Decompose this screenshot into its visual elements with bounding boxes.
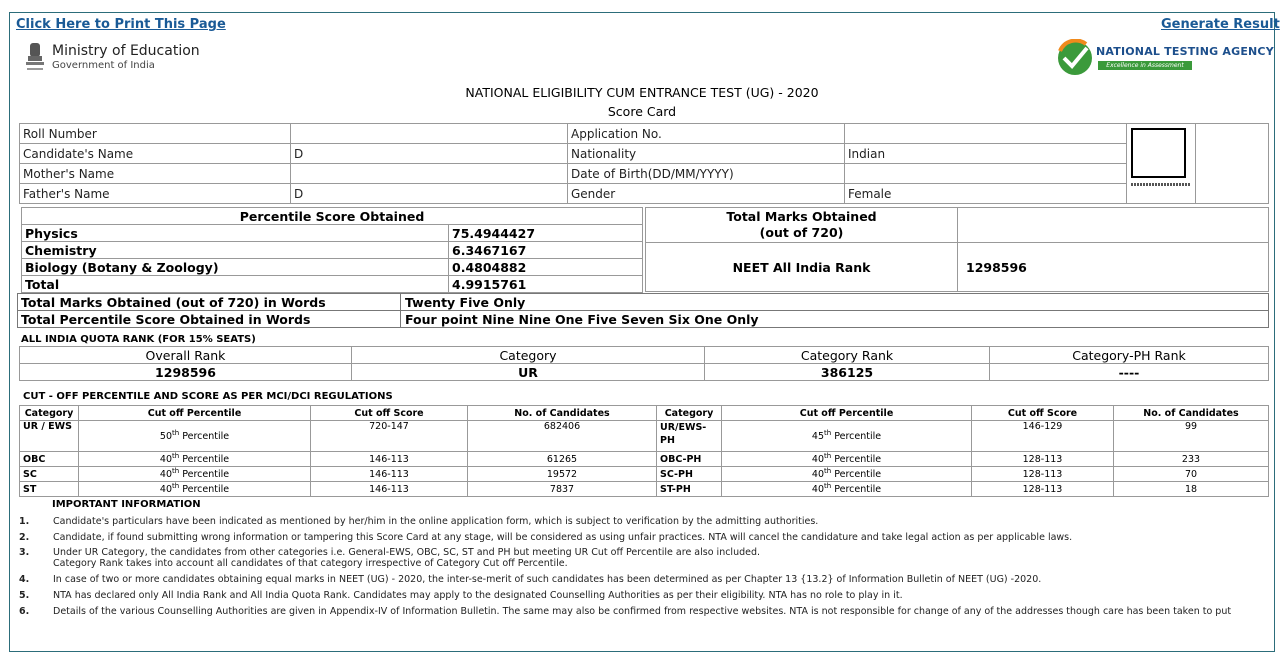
cutoff-percentile-ph xyxy=(722,452,972,467)
cutoff-category-ph: ST-PH xyxy=(657,482,722,497)
print-link[interactable]: Click Here to Print This Page xyxy=(16,17,226,32)
aiq-value: 1298596 xyxy=(20,364,352,381)
subject-value: 75.4944427 xyxy=(449,225,643,242)
cutoff-category-ph: SC-PH xyxy=(657,467,722,482)
cutoff-header: Cut off Score xyxy=(311,406,468,421)
subject-row xyxy=(22,242,643,259)
subject-row xyxy=(22,276,643,293)
pct-num: 40 xyxy=(159,469,172,481)
nationality-value: Indian xyxy=(845,144,1127,164)
subject-name: Biology (Botany & Zoology) xyxy=(22,259,449,276)
cutoff-category: OBC xyxy=(20,452,79,467)
info-text: Candidate, if found submitting wrong information or tampering this Score Card at any stage, will be considered as using unfair practices. NTA will cancel the candidature and take legal action as per applicable laws. xyxy=(53,532,1073,543)
subject-value: 0.4804882 xyxy=(449,259,643,276)
name-value: D xyxy=(291,144,568,164)
info-text: NTA has declared only All India Rank and All India Quota Rank. Candidates may apply to the designated Counselling Authorities as per their eligibility. NTA has no role to play in it. xyxy=(53,590,903,601)
pct-suffix: th xyxy=(824,467,832,476)
nta-tagline: Excellence in Assessment xyxy=(1098,61,1192,70)
rank-label: NEET All India Rank xyxy=(646,243,958,292)
cutoff-header: Cut off Percentile xyxy=(79,406,311,421)
total-marks-label: Total Marks Obtained xyxy=(726,209,877,224)
aiq-value: 386125 xyxy=(705,364,990,381)
mother-value xyxy=(291,164,568,184)
pct-suffix: th xyxy=(824,452,832,461)
info-num: 4. xyxy=(19,574,30,585)
pct-word: Percentile xyxy=(182,454,230,466)
aiq-header: Category Rank xyxy=(705,347,990,364)
photo-cell xyxy=(1127,124,1196,204)
father-value: D xyxy=(291,184,568,204)
cutoff-header: Category xyxy=(657,406,722,421)
pct-num: 40 xyxy=(159,454,172,466)
pct-suffix: th xyxy=(172,482,180,491)
pct-num: 40 xyxy=(811,454,824,466)
pct-word: Percentile xyxy=(834,469,882,481)
marks-rank-table xyxy=(645,207,1269,292)
nta-title: NATIONAL TESTING AGENCY xyxy=(1096,45,1274,58)
info-num: 1. xyxy=(19,516,30,527)
pct-num: 50 xyxy=(159,431,172,443)
cutoff-header: No. of Candidates xyxy=(1114,406,1269,421)
emblem-icon xyxy=(25,41,45,75)
cutoff-percentile xyxy=(79,467,311,482)
cutoff-score-ph: 128-113 xyxy=(972,482,1114,497)
aiq-header: Overall Rank xyxy=(20,347,352,364)
nationality-label: Nationality xyxy=(568,144,845,164)
mother-label: Mother's Name xyxy=(20,164,291,184)
aiq-value: ---- xyxy=(990,364,1269,381)
aiq-title: ALL INDIA QUOTA RANK (FOR 15% SEATS) xyxy=(21,334,256,345)
cutoff-category: ST xyxy=(20,482,79,497)
cutoff-score: 146-113 xyxy=(311,482,468,497)
pct-num: 40 xyxy=(811,469,824,481)
pct-suffix: th xyxy=(824,482,832,491)
cutoff-percentile-ph xyxy=(722,421,972,452)
application-value xyxy=(845,124,1127,144)
percentile-table xyxy=(21,207,643,293)
cutoff-percentile xyxy=(79,452,311,467)
ministry-logo xyxy=(22,40,222,80)
cutoff-header: Category xyxy=(20,406,79,421)
cutoff-count: 19572 xyxy=(468,467,657,482)
cutoff-score-ph: 128-113 xyxy=(972,467,1114,482)
photo-blank xyxy=(1196,124,1269,204)
cutoff-category-ph: UR/EWS-PH xyxy=(657,421,722,452)
cutoff-header: No. of Candidates xyxy=(468,406,657,421)
marks-words-value: Twenty Five Only xyxy=(401,294,1269,311)
subject-name: Total xyxy=(22,276,449,293)
exam-title: NATIONAL ELIGIBILITY CUM ENTRANCE TEST (UG) - 2020 xyxy=(465,85,819,100)
percentile-words-label: Total Percentile Score Obtained in Words xyxy=(18,311,401,328)
cutoff-row xyxy=(20,482,1269,497)
info-num: 5. xyxy=(19,590,30,601)
words-table xyxy=(17,293,1269,328)
dob-label: Date of Birth(DD/MM/YYYY) xyxy=(568,164,845,184)
dob-value xyxy=(845,164,1127,184)
pct-word: Percentile xyxy=(834,431,882,443)
pct-suffix: th xyxy=(172,429,180,438)
cutoff-row xyxy=(20,421,1269,452)
pct-num: 40 xyxy=(159,484,172,496)
subject-value: 6.3467167 xyxy=(449,242,643,259)
father-label: Father's Name xyxy=(20,184,291,204)
cutoff-percentile-ph xyxy=(722,467,972,482)
pct-word: Percentile xyxy=(834,454,882,466)
important-info-title: IMPORTANT INFORMATION xyxy=(52,499,201,510)
nta-check-icon xyxy=(1056,39,1094,77)
cutoff-row xyxy=(20,452,1269,467)
total-marks-sub: (out of 720) xyxy=(759,225,844,240)
pct-suffix: th xyxy=(172,467,180,476)
roll-label: Roll Number xyxy=(20,124,291,144)
info-text: Candidate's particulars have been indicated as mentioned by her/him in the online application form, which is subject to verification by the admitting authorities. xyxy=(53,516,819,527)
cutoff-category: SC xyxy=(20,467,79,482)
cutoff-table xyxy=(19,405,1269,497)
subject-name: Physics xyxy=(22,225,449,242)
cutoff-count: 7837 xyxy=(468,482,657,497)
subject-name: Chemistry xyxy=(22,242,449,259)
cutoff-header: Cut off Score xyxy=(972,406,1114,421)
aiq-header: Category xyxy=(352,347,705,364)
nta-logo xyxy=(1056,39,1274,79)
info-num: 2. xyxy=(19,532,30,543)
cutoff-category-ph: OBC-PH xyxy=(657,452,722,467)
total-marks-cell xyxy=(646,208,958,243)
cutoff-category: UR / EWS xyxy=(20,421,79,452)
info-text: In case of two or more candidates obtaining equal marks in NEET (UG) - 2020, the inter-se-merit of such candidates has been determined as per Chapter 13 {13.2} of Information Bulletin of NEET (UG) -2020. xyxy=(53,574,1042,585)
pct-suffix: th xyxy=(824,429,832,438)
candidate-photo xyxy=(1131,128,1186,178)
cutoff-title: CUT - OFF PERCENTILE AND SCORE AS PER MCI/DCI REGULATIONS xyxy=(23,391,393,402)
pct-word: Percentile xyxy=(182,484,230,496)
info-num: 3. xyxy=(19,547,30,558)
gender-label: Gender xyxy=(568,184,845,204)
cutoff-count-ph: 70 xyxy=(1114,467,1269,482)
info-text: Under UR Category, the candidates from other categories i.e. General-EWS, OBC, SC, ST and PH but meeting UR Cut off Percentile are also included. xyxy=(53,547,761,558)
pct-num: 40 xyxy=(811,484,824,496)
pct-suffix: th xyxy=(172,452,180,461)
cutoff-count: 682406 xyxy=(468,421,657,452)
cutoff-percentile xyxy=(79,482,311,497)
cutoff-percentile-ph xyxy=(722,482,972,497)
cutoff-score: 146-113 xyxy=(311,467,468,482)
pct-word: Percentile xyxy=(182,469,230,481)
percentile-header: Percentile Score Obtained xyxy=(22,208,643,225)
subject-row xyxy=(22,259,643,276)
cutoff-row xyxy=(20,467,1269,482)
subject-row xyxy=(22,225,643,242)
ministry-title: Ministry of Education xyxy=(52,43,200,59)
roll-value xyxy=(291,124,568,144)
total-marks-value xyxy=(958,208,1269,243)
info-num: 6. xyxy=(19,606,30,617)
info-text: Details of the various Counselling Authorities are given in Appendix-IV of Information Bulletin. The same may also be confirmed from respective websites. NTA is not responsible for change of any of the addresses though care has been taken to put xyxy=(53,606,1232,617)
cutoff-score-ph: 146-129 xyxy=(972,421,1114,452)
cutoff-count-ph: 99 xyxy=(1114,421,1269,452)
rank-value: 1298596 xyxy=(958,243,1269,292)
cutoff-count: 61265 xyxy=(468,452,657,467)
info-text: Category Rank takes into account all candidates of that category irrespective of Category Cut off Percentile. xyxy=(53,558,568,569)
cutoff-score-ph: 128-113 xyxy=(972,452,1114,467)
pct-word: Percentile xyxy=(834,484,882,496)
aiq-header: Category-PH Rank xyxy=(990,347,1269,364)
cutoff-count-ph: 233 xyxy=(1114,452,1269,467)
gender-value: Female xyxy=(845,184,1127,204)
pct-word: Percentile xyxy=(182,431,230,443)
pct-num: 45 xyxy=(811,431,824,443)
cutoff-score: 146-113 xyxy=(311,452,468,467)
cutoff-count-ph: 18 xyxy=(1114,482,1269,497)
subject-value: 4.9915761 xyxy=(449,276,643,293)
cutoff-score: 720-147 xyxy=(311,421,468,452)
ministry-subtitle: Government of India xyxy=(52,60,155,71)
aiq-table xyxy=(19,346,1269,381)
name-label: Candidate's Name xyxy=(20,144,291,164)
scorecard-subtitle: Score Card xyxy=(607,104,677,119)
application-label: Application No. xyxy=(568,124,845,144)
percentile-words-value: Four point Nine Nine One Five Seven Six One Only xyxy=(401,311,1269,328)
aiq-value: UR xyxy=(352,364,705,381)
cutoff-percentile xyxy=(79,421,311,452)
candidate-info-table xyxy=(19,123,1269,204)
signature-strip xyxy=(1131,183,1191,186)
marks-words-label: Total Marks Obtained (out of 720) in Words xyxy=(18,294,401,311)
cutoff-header: Cut off Percentile xyxy=(722,406,972,421)
generate-result-link[interactable]: Generate Result xyxy=(1161,17,1280,32)
